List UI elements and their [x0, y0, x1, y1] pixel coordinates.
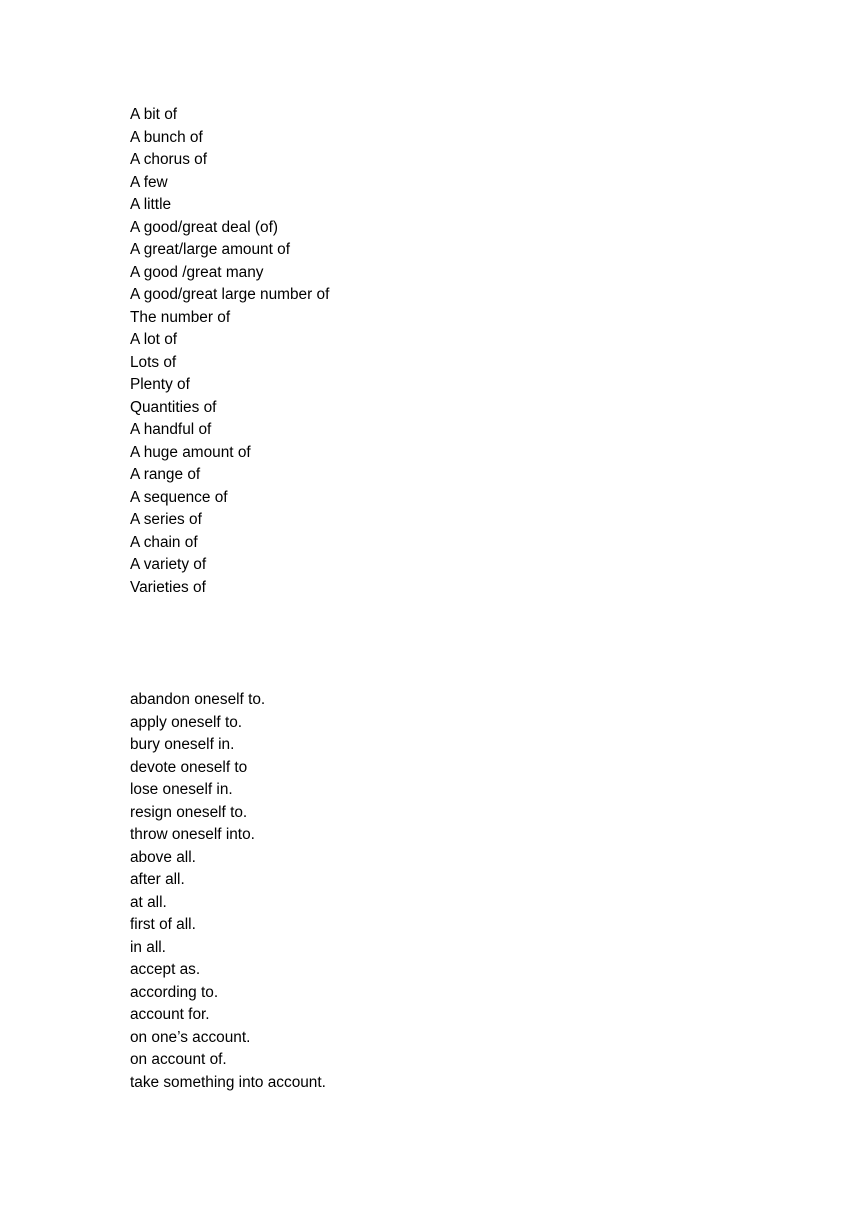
list-item: A range of	[130, 466, 201, 483]
list-item: take something into account.	[130, 1073, 326, 1091]
list-item: A huge amount of	[130, 443, 251, 461]
list-item: A bit of	[130, 106, 178, 123]
list-item: abandon oneself to.	[130, 691, 266, 708]
list-item: devote oneself to	[130, 758, 248, 776]
list-item: above all.	[130, 848, 196, 866]
list-item: A lot of	[130, 331, 178, 348]
list-item: Lots of	[130, 353, 177, 371]
quantity-expressions-list	[130, 104, 329, 599]
list-item: A chorus of	[130, 151, 207, 168]
list-item: A series of	[130, 511, 202, 528]
list-item: accept as.	[130, 961, 201, 978]
list-item: A great/large amount of	[130, 241, 290, 258]
list-item: A bunch of	[130, 128, 203, 146]
list-item: A chain of	[130, 533, 198, 551]
list-item: account for.	[130, 1006, 210, 1023]
list-item: The number of	[130, 308, 231, 326]
list-item: resign oneself to.	[130, 803, 248, 821]
list-item: throw oneself into.	[130, 826, 255, 843]
list-item: on account of.	[130, 1051, 227, 1068]
list-item: A variety of	[130, 556, 207, 573]
phrases-list	[130, 689, 326, 1094]
list-item: A good /great many	[130, 263, 264, 281]
list-item: Plenty of	[130, 376, 190, 393]
list-item: according to.	[130, 983, 219, 1001]
list-item: bury oneself in.	[130, 736, 235, 753]
list-item: Varieties of	[130, 578, 206, 596]
list-item: A sequence of	[130, 488, 228, 506]
list-item: A few	[130, 173, 168, 191]
list-item: Quantities of	[130, 398, 217, 416]
list-item: after all.	[130, 871, 185, 888]
list-item: A handful of	[130, 421, 212, 438]
list-item: A little	[130, 196, 172, 213]
list-item: A good/great large number of	[130, 286, 330, 303]
list-item: on one’s account.	[130, 1028, 251, 1046]
list-item: apply oneself to.	[130, 713, 243, 731]
list-item: A good/great deal (of)	[130, 218, 279, 236]
list-item: in all.	[130, 938, 166, 956]
list-item: lose oneself in.	[130, 781, 233, 798]
list-item: at all.	[130, 893, 167, 911]
list-item: first of all.	[130, 916, 196, 933]
